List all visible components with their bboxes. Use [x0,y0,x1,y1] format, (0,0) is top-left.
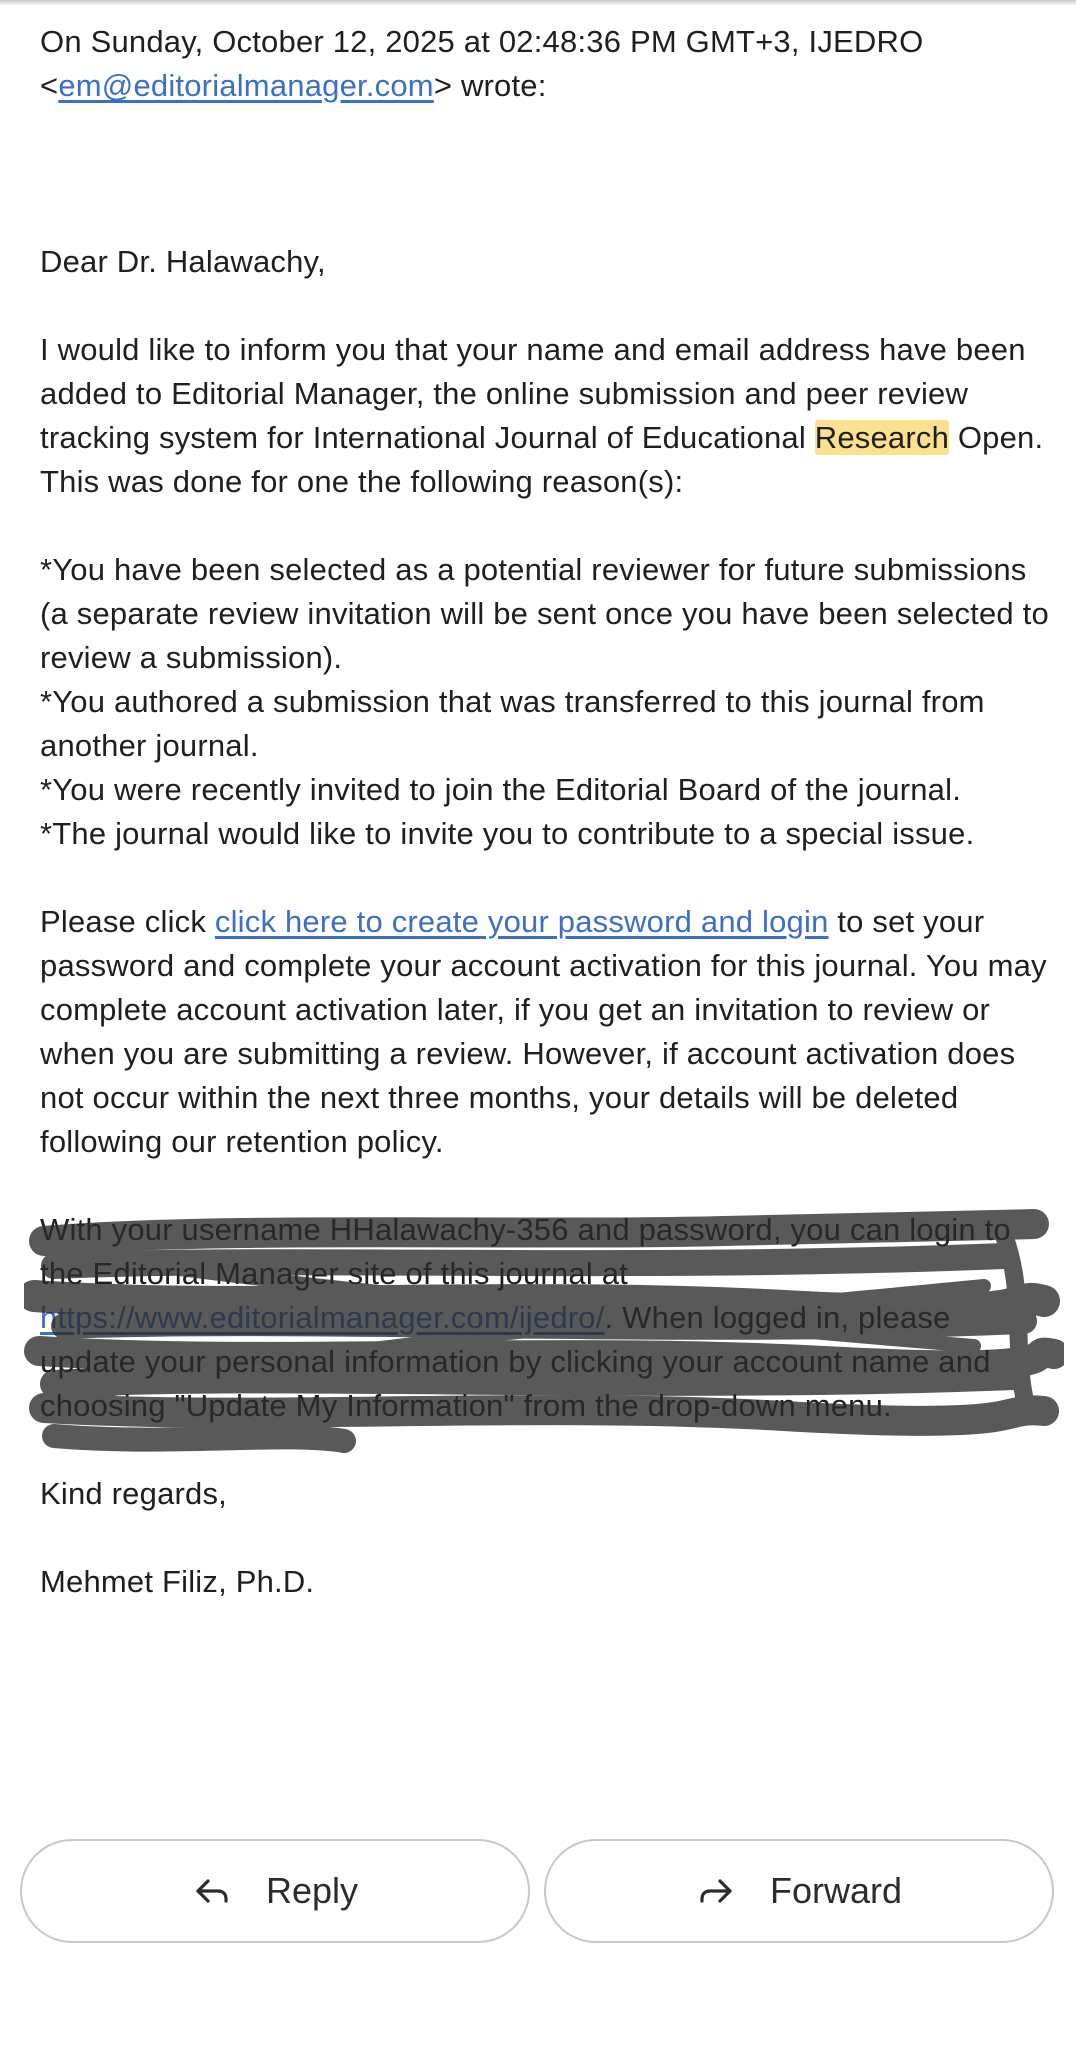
closing: Kind regards, [40,1476,227,1511]
create-password-link[interactable]: click here to create your password and login [214,904,829,939]
activation-text-start: Please click [40,904,215,939]
signature: Mehmet Filiz, Ph.D. [40,1564,315,1599]
login-paragraph [40,1208,1050,1428]
forward-button[interactable] [544,1839,1054,1943]
reply-arrow-icon [192,1871,232,1911]
intro-paragraph [40,328,1050,504]
reason-item: *The journal would like to invite you to contribute to a special issue. [40,816,975,851]
top-shadow-edge [0,0,1076,6]
intro-text-start: I would like to inform you that your name and email address have been added to Editorial Manager, the online submission and peer review tracking system for International Journal of Educational [40,332,1026,455]
quoted-header [40,20,1050,108]
activation-text-end: to set your password and complete your account activation for this journal. You may complete account activation later, if you get an invitation to review or when you are submitting a review. However, if account activation does not occur within the next three months, your details will be deleted following our retention policy. [40,904,1047,1159]
greeting: Dear Dr. Halawachy, [40,244,326,279]
email-body [40,20,1050,1604]
quoted-header-date: On Sunday, October 12, 2025 at 02:48:36 PM GMT+3, IJEDRO [40,24,924,59]
sender-open-bracket: < [40,68,59,103]
highlighted-search-term: Research [814,420,950,455]
reason-item: *You have been selected as a potential reviewer for future submissions (a separate review invitation will be sent once you have been selected to review a submission). [40,552,1049,675]
intro-text-end: Open. This was done for one the following reason(s): [40,420,1044,499]
forward-label: Forward [769,1870,903,1911]
sender-email-link[interactable]: em@editorialmanager.com [58,68,434,103]
reason-item: *You were recently invited to join the Editorial Board of the journal. [40,772,962,807]
activation-paragraph [40,900,1050,1164]
reply-label: Reply [265,1870,359,1911]
redacted-paragraph-block [40,1208,1050,1428]
reply-button[interactable] [20,1839,530,1943]
sender-close-text: > wrote: [433,68,547,103]
journal-site-link[interactable]: https://www.editorialmanager.com/ijedro/ [40,1300,605,1335]
login-text-end: . When logged in, please update your personal information by clicking your account name and choosing "Update My Information" from the drop-down menu. [40,1300,991,1423]
reason-item: *You authored a submission that was transferred to this journal from another journal. [40,684,985,763]
forward-arrow-icon [696,1871,736,1911]
login-text-start: With your username HHalawachy-356 and password, you can login to the Editorial Manager site of this journal at [40,1212,1011,1291]
